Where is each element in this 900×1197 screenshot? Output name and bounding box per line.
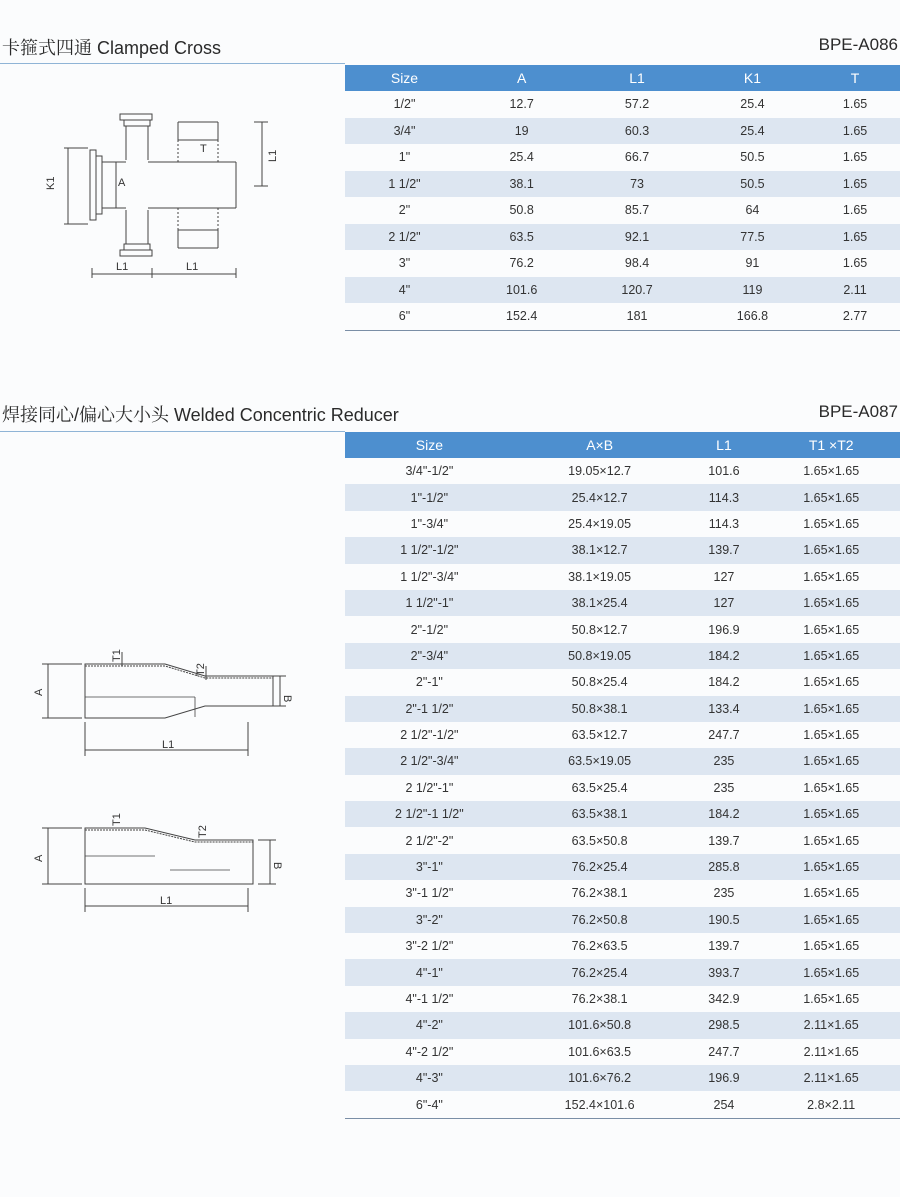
table-cell: 393.7 [686,959,763,985]
table-row [345,696,900,722]
table-cell: 2"-1 1/2" [345,696,514,722]
table-cell: 76.2×25.4 [514,959,686,985]
table-cell: 1.65×1.65 [762,590,900,616]
table-cell: 101.6×50.8 [514,1012,686,1038]
table-cell: 4"-1" [345,959,514,985]
table-cell: 25.4 [740,97,765,112]
table-cell: 50.5 [740,150,765,165]
table-cell: 3"-1" [345,854,514,880]
table-cell: 1" [398,150,411,165]
table-cell: 1.65×1.65 [803,728,860,743]
table-row [345,564,900,590]
section2-title: 焊接同心/偏心大小头 Welded Concentric Reducer [2,405,399,425]
table-cell: 101.6 [464,277,579,304]
table-header-row [345,65,900,91]
table-cell: 101.6×63.5 [568,1044,632,1059]
table-cell: 63.5×19.05 [514,748,686,774]
table-cell: 12.7 [509,97,534,112]
table-cell: 1.65 [810,118,900,145]
table-row [345,907,900,933]
table-row [345,959,900,985]
table-row [345,144,900,171]
table-row [345,669,900,695]
table-cell: 1.65×1.65 [762,854,900,880]
table-row [345,1091,900,1118]
table-row [345,590,900,616]
table-cell: 1.65×1.65 [762,801,900,827]
column-header: K1 [695,65,810,91]
table-cell: 342.9 [708,992,740,1006]
table-cell: 2 1/2"-3/4" [345,748,514,774]
table-cell: 2 1/2"-2" [405,833,454,848]
table-cell: 184.2 [686,643,763,669]
table-cell: 152.4×101.6 [514,1091,686,1118]
table-cell: 4"-2 1/2" [405,1044,454,1059]
clamped-cross-table [345,65,900,331]
t-label: T [200,143,207,155]
table-cell: 166.8 [695,303,810,330]
table-row [345,986,900,1012]
table-row [345,458,900,484]
table-cell: 19.05×12.7 [568,464,632,479]
table-cell: 25.4×12.7 [514,484,686,510]
concentric-reducer-diagram [30,640,293,770]
column-header: T [810,65,900,91]
table-cell: 101.6×76.2 [514,1065,686,1091]
table-cell: 1.65×1.65 [803,992,860,1006]
table-row [345,616,900,642]
table-cell: 1.65×1.65 [762,959,900,985]
table-cell: 3/4" [345,118,464,145]
table-cell: 114.3 [686,484,763,510]
table-row [345,277,900,304]
table-cell: 50.5 [695,171,810,198]
table-cell: 1.65 [810,171,900,198]
table-cell: 2 1/2" [345,224,464,251]
table-cell: 235 [713,886,735,901]
table-cell: 119 [695,277,810,304]
table-cell: 77.5 [695,224,810,251]
table-cell: 285.8 [686,854,763,880]
table-cell: 127 [686,590,763,616]
table-cell: 76.2×63.5 [571,939,628,954]
table-cell: 1 1/2"-1" [345,590,514,616]
l1-vertical-label: L1 [267,149,279,162]
table-cell: 4"-2" [345,1012,514,1038]
table-cell: 1 1/2"-1/2" [345,537,514,563]
table-cell: 235 [713,780,735,795]
table-cell: 2"-3/4" [345,643,514,669]
column-header: L1 [686,432,763,458]
table-cell: 133.4 [686,696,763,722]
table-cell: 1.65×1.65 [803,780,860,795]
table-cell: 120.7 [579,277,694,304]
table-header-row [345,432,900,458]
table-row [345,880,900,906]
table-row [345,118,900,145]
table-row [345,171,900,198]
a-label: A [118,177,126,189]
table-cell: 85.7 [624,203,650,218]
table-row [345,537,900,563]
table-cell: 6" [345,303,464,330]
table-cell: 66.7 [624,150,650,165]
table-cell: 184.2 [708,675,740,690]
column-header: A [464,65,579,91]
table-cell: 63.5×38.1 [514,801,686,827]
table-cell: 60.3 [579,118,694,145]
table-cell: 6"-4" [345,1091,514,1118]
table-row [345,484,900,510]
l1-bottom-right-label: L1 [186,261,199,273]
t1-label-1: T1 [111,649,123,662]
table-cell: 1"-3/4" [410,516,449,531]
table-cell: 1.65×1.65 [803,675,860,690]
table-cell: 76.2×50.8 [514,907,686,933]
table-cell: 25.4×19.05 [568,516,632,531]
table-cell: 1.65×1.65 [762,643,900,669]
table-cell: 63.5 [464,224,579,251]
table-cell: 63.5×25.4 [571,780,628,795]
table-cell: 4"-3" [345,1065,514,1091]
table-cell: 1 1/2"-3/4" [400,569,459,584]
table-row [345,775,900,801]
table-cell: 114.3 [708,516,740,531]
table-cell: 1/2" [393,97,416,112]
section2-rule [0,431,345,432]
table-cell: 50.8×38.1 [514,696,686,722]
table-row [345,722,900,748]
table-cell: 1.65 [810,224,900,251]
table-cell: 247.7 [708,1044,740,1059]
table-cell: 50.8×25.4 [571,675,628,690]
table-cell: 184.2 [686,801,763,827]
l1-label-2: L1 [160,895,173,907]
table-cell: 76.2×38.1 [571,886,628,901]
table-cell: 298.5 [686,1012,763,1038]
table-cell: 1.65×1.65 [762,696,900,722]
table-cell: 4" [345,277,464,304]
table-cell: 1.65 [842,256,868,271]
table-row [345,303,900,330]
table-row [345,224,900,251]
table-cell: 2.11×1.65 [762,1012,900,1038]
table-cell: 1.65×1.65 [762,748,900,774]
k1-label: K1 [45,176,57,190]
table-cell: 1.65×1.65 [762,907,900,933]
table-cell: 127 [713,569,735,584]
column-header: A×B [514,432,686,458]
table-cell: 50.8×19.05 [514,643,686,669]
table-cell: 3" [398,256,411,271]
welded-reducer-table [345,432,900,1119]
column-header: Size [345,432,514,458]
a-label-2: A [33,854,45,862]
table-cell: 63.5×12.7 [571,728,628,743]
table-cell: 2.77 [810,303,900,330]
table-cell: 196.9 [686,1065,763,1091]
table-row [345,854,900,880]
table-cell: 152.4 [464,303,579,330]
table-row [345,748,900,774]
table-cell: 181 [579,303,694,330]
table-cell: 235 [686,748,763,774]
table-row [345,827,900,853]
table-cell: 4"-1 1/2" [405,992,454,1006]
clamped-cross-diagram [40,100,280,290]
table-cell: 73 [579,171,694,198]
table-cell: 1.65×1.65 [803,464,860,479]
table-cell: 38.1 [464,171,579,198]
table-cell: 92.1 [579,224,694,251]
table-cell: 57.2 [624,97,650,112]
table-cell: 139.7 [708,939,740,954]
table-cell: 139.7 [708,833,740,848]
table-cell: 76.2×25.4 [514,854,686,880]
table-cell: 19 [464,118,579,145]
table-cell: 63.5×50.8 [571,833,628,848]
table-cell: 2"-1" [415,675,443,690]
table-cell: 50.8×12.7 [571,622,628,637]
table-cell: 2.8×2.11 [762,1091,900,1118]
table-cell: 101.6 [708,464,740,479]
column-header: Size [345,65,464,91]
table-cell: 2 1/2"-1 1/2" [345,801,514,827]
table-cell: 2 1/2"-1/2" [400,728,459,743]
table-cell: 38.1×12.7 [514,537,686,563]
table-row [345,197,900,224]
table-cell: 91 [745,256,760,271]
table-cell: 1.65×1.65 [762,537,900,563]
section1-rule [0,63,345,64]
t1-label-2: T1 [111,813,123,826]
table-cell: 139.7 [686,537,763,563]
b-label-2: B [271,862,283,870]
section1-title: 卡箍式四通 Clamped Cross [2,38,222,58]
table-row [345,91,900,118]
table-cell: 1"-1/2" [345,484,514,510]
table-cell: 3"-1 1/2" [405,886,454,901]
section2-code: BPE-A087 [818,402,898,421]
table-cell: 25.4 [695,118,810,145]
section1-code: BPE-A086 [818,35,898,54]
table-cell: 1.65×1.65 [762,484,900,510]
table-cell: 190.5 [686,907,763,933]
table-row [345,1012,900,1038]
table-cell: 76.2 [509,256,534,271]
column-header: L1 [579,65,694,91]
table-cell: 1 1/2" [345,171,464,198]
table-cell: 3"-2" [345,907,514,933]
table-cell: 38.1×25.4 [514,590,686,616]
table-cell: 2.11×1.65 [803,1044,859,1059]
eccentric-reducer-diagram [30,810,290,920]
table-cell: 2.11 [810,277,900,304]
b-label-1: B [281,695,293,703]
table-row [345,1039,900,1065]
table-cell: 2.11×1.65 [762,1065,900,1091]
table-row [345,250,900,277]
table-cell: 1.65 [842,97,868,112]
table-cell: 254 [686,1091,763,1118]
table-cell: 98.4 [624,256,650,271]
table-cell: 196.9 [708,622,740,637]
l1-label-1: L1 [162,739,175,751]
table-cell: 3/4"-1/2" [405,464,454,479]
table-cell: 1.65×1.65 [803,622,860,637]
l1-bottom-left-label: L1 [116,261,129,273]
table-cell: 2"-1/2" [410,622,449,637]
table-cell: 247.7 [708,728,740,743]
column-header: T1 ×T2 [762,432,900,458]
table-cell: 1.65×1.65 [803,569,860,584]
t2-label-1: T2 [195,663,207,676]
table-cell: 1.65×1.65 [803,516,860,531]
table-cell: 1.65×1.65 [803,833,860,848]
table-row [345,933,900,959]
table-row [345,801,900,827]
table-row [345,511,900,537]
table-cell: 1.65×1.65 [803,886,860,901]
a-label-1: A [33,688,45,696]
table-row [345,643,900,669]
t2-label-2: T2 [197,825,209,838]
table-cell: 1.65×1.65 [803,939,860,954]
table-cell: 2" [398,203,411,218]
table-cell: 2 1/2"-1" [405,780,454,795]
table-cell: 25.4 [509,150,534,165]
table-cell: 3"-2 1/2" [405,939,454,954]
table-cell: 38.1×19.05 [568,569,632,584]
table-row [345,1065,900,1091]
table-cell: 1.65 [842,203,868,218]
table-cell: 64 [745,203,760,218]
table-cell: 76.2×38.1 [571,992,628,1006]
table-cell: 1.65 [842,150,868,165]
table-cell: 50.8 [509,203,534,218]
